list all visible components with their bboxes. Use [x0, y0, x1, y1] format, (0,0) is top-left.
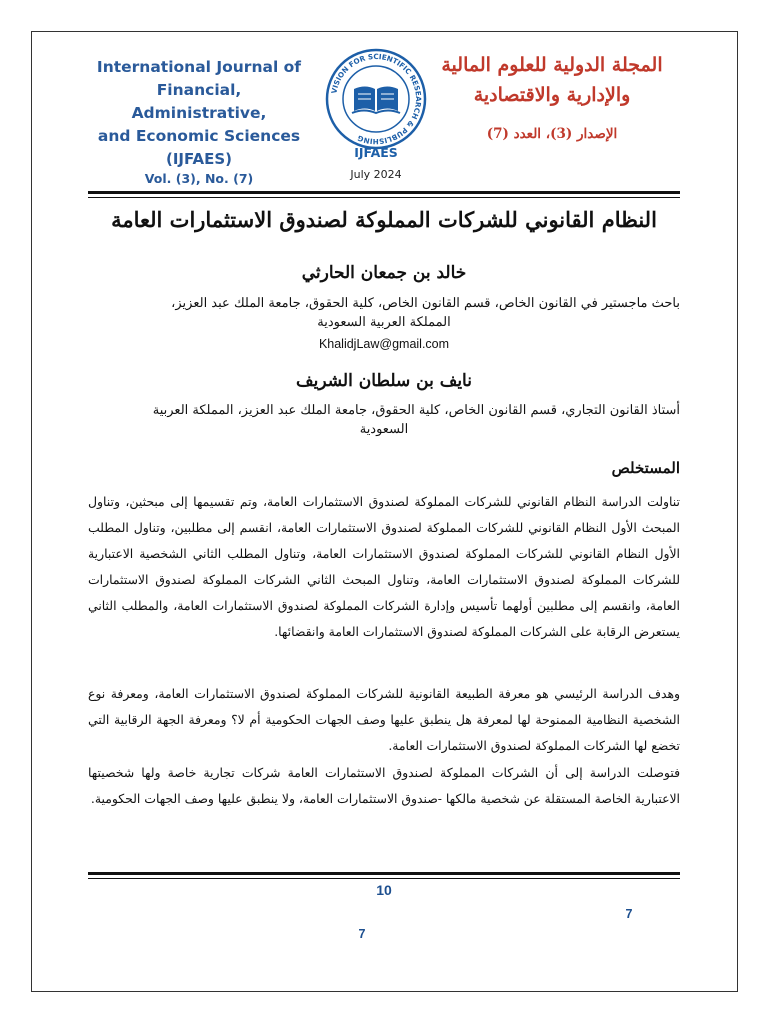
- header-divider-thin: [88, 197, 680, 198]
- affiliation-line: السعودية: [359, 422, 409, 437]
- abstract-paragraph: تناولت الدراسة النظام القانوني للشركات المملوكة لصندوق الاستثمارات العامة، وتم تقسيمها إلى مبحثين، وتناول المبحث الأول النظام القانوني للشركات المملوكة لصندوق الاستثمارات العامة، انقسم إلى مطلبين، وتناول المطلب الأول النظام القانوني للشركات المملوكة لصندوق الاستثمارات العامة، وتناول المطلب الثاني الشخصية الاعتبارية للشركات المملوكة لصندوق الاستثمارات العامة، وتناول المبحث الثاني الشركات المملوكة لصندوق الاستثمارات العامة، وانقسم إلى مطلبين أولهما تأسيس وإدارة الشركات المملوكة لصندوق الاستثمارات العامة، والمطلب الثاني يستعرض الرقابة على الشركات المملوكة لصندوق الاستثمارات العامة وانقضائها.: [88, 494, 680, 639]
- abstract-paragraph: فتوصلت الدراسة إلى أن الشركات المملوكة لصندوق الاستثمارات العامة شركات تجارية خاصة ولها شخصيتها الاعتبارية الخاصة المستقلة عن شخصية مالكها -صندوق الاستثمارات العامة، ولا ينطبق عليها وصف الجهات الحكومية.: [88, 765, 680, 806]
- author-name: نايف بن سلطان الشريف: [296, 371, 472, 391]
- logo-name: IJFAES: [354, 145, 398, 160]
- abstract-paragraph: وهدف الدراسة الرئيسي هو معرفة الطبيعة القانونية للشركات المملوكة لصندوق الاستثمارات العامة، ومعرفة نوع الشخصية النظامية الممنوحة لها لمعرفة هل ينطبق عليها وصف الجهات الحكومية أم لا؟ ومعرفة الجهة الرقابية التي تخضع لها الشركات المملوكة لصندوق الاستثمارات العامة.: [88, 686, 680, 753]
- footer-number: 7: [625, 907, 633, 921]
- author-email: KhalidjLaw@gmail.com: [318, 337, 450, 351]
- journal-logo: [324, 47, 428, 151]
- journal-abbreviation: (IJFAES): [165, 150, 233, 168]
- affiliation-line: باحث ماجستير في القانون الخاص، قسم القانون الخاص، كلية الحقوق، جامعة الملك عبد العزيز،: [171, 296, 680, 311]
- logo-outer-ring: [327, 50, 425, 148]
- author-affiliation: [88, 401, 680, 439]
- open-book-icon: [352, 87, 400, 114]
- footer-divider-thin: [88, 878, 680, 879]
- journal-name-line: Financial, Administrative,: [131, 81, 267, 122]
- footer-number: 7: [358, 927, 366, 941]
- author-name: خالد بن جمعان الحارثي: [301, 263, 467, 283]
- header-divider: [88, 191, 680, 194]
- journal-name-english: [88, 56, 310, 187]
- journal-name-line: and Economic Sciences: [97, 127, 301, 145]
- journal-name-line: المجلة الدولية للعلوم المالية: [441, 54, 663, 76]
- journal-name-line: والإدارية والاقتصادية: [473, 84, 631, 106]
- page-number: 10: [376, 882, 392, 898]
- affiliation-line: أستاذ القانون التجاري، قسم القانون الخاص، كلية الحقوق، جامعة الملك عبد العزيز، المملكة العربية: [152, 403, 680, 418]
- journal-name-arabic: [432, 50, 672, 142]
- logo-ring-text: VISION FOR SCIENTIFIC RESEARCH & PUBLISHING: [329, 51, 424, 147]
- author-affiliation: [88, 294, 680, 332]
- footer-divider: [88, 872, 680, 875]
- article-title: النظام القانوني للشركات المملوكة لصندوق الاستثمارات العامة: [111, 207, 657, 232]
- issue-date: July 2024: [350, 168, 402, 181]
- volume-arabic: الإصدار (3)، العدد (7): [486, 126, 618, 142]
- abstract-heading: المستخلص: [611, 459, 680, 477]
- volume-english: Vol. (3), No. (7): [144, 171, 254, 186]
- affiliation-line: المملكة العربية السعودية: [317, 315, 451, 330]
- journal-name-line: International Journal of: [96, 58, 302, 76]
- logo-inner-ring: [343, 66, 409, 132]
